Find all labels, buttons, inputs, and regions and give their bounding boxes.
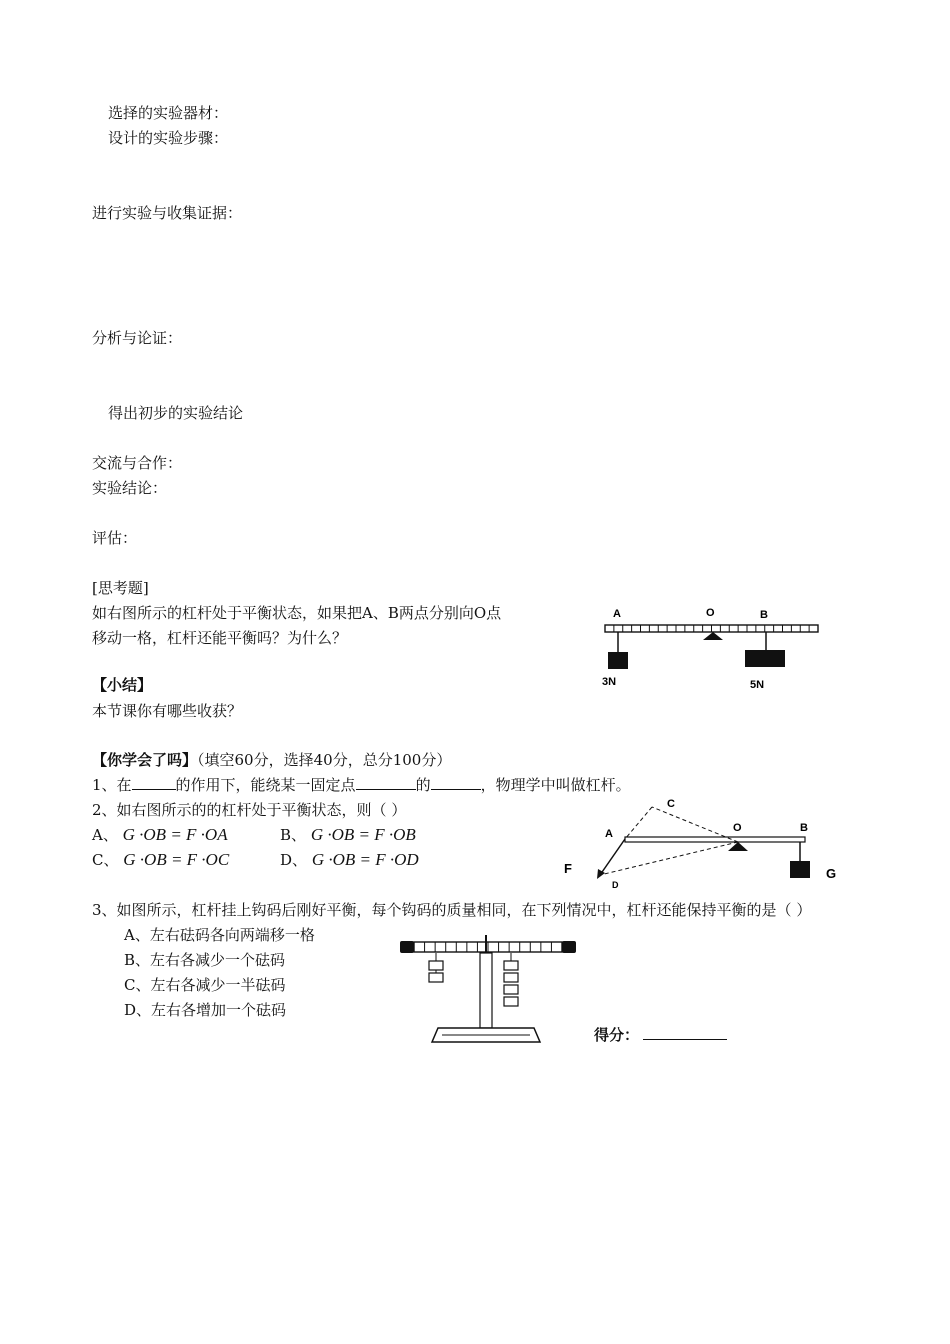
weight-right — [745, 650, 785, 667]
weight-right-3 — [504, 985, 518, 994]
option-letter: D、 — [280, 851, 308, 869]
end-knob-left — [400, 941, 414, 953]
q2-option-c[interactable] — [92, 850, 229, 870]
weight-right-1 — [504, 961, 518, 970]
weight-right-4 — [504, 997, 518, 1006]
label-c: C — [667, 798, 675, 810]
quiz-heading: 【你学会了吗】 — [92, 751, 198, 769]
q1-blank-2[interactable] — [356, 775, 416, 790]
weight-left-1 — [429, 961, 443, 970]
option-expr: G ·OB = F ·OD — [311, 850, 419, 869]
q3-option-c[interactable]: C、左右各减少一半砝码 — [124, 976, 286, 994]
q3-option-d[interactable]: D、左右各增加一个砝码 — [124, 1001, 287, 1019]
label-o: O — [733, 822, 742, 834]
option-expr: G ·OB = F ·OA — [122, 825, 228, 844]
q1-part-2: 的作用下，能绕某一固定点 — [175, 776, 356, 794]
equipment-label: 选择的实验器材： — [108, 104, 229, 122]
preliminary-conclusion-label: 得出初步的实验结论 — [108, 404, 244, 422]
weight-right-2 — [504, 973, 518, 982]
think-heading: [思考题] — [92, 579, 149, 597]
end-knob-right — [562, 941, 576, 953]
question-2-stem: 2、如右图所示的的杠杆处于平衡状态，则（ ） — [92, 801, 407, 819]
think-line-1: 如右图所示的杠杆处于平衡状态，如果把A、B两点分别向O点 — [92, 604, 502, 622]
evaluation-label: 评估： — [92, 529, 138, 547]
summary-heading: 【小结】 — [92, 676, 153, 694]
label-5n: 5N — [750, 679, 765, 691]
q1-part-1: 1、在 — [92, 776, 132, 794]
q1-part-3: 的 — [415, 776, 431, 794]
lever-stand-figure — [396, 930, 581, 1045]
q1-part-4: ，物理学中叫做杠杆。 — [480, 776, 631, 794]
label-g: G — [826, 866, 837, 881]
option-expr: G ·OB = F ·OC — [123, 850, 230, 869]
question-3-stem: 3、如图所示，杠杆挂上钩码后刚好平衡，每个钩码的质量相同，在下列情况中，杠杆还能保持平衡的是（ ） — [92, 901, 812, 919]
label-a: A — [605, 828, 613, 840]
q2-option-d[interactable] — [280, 850, 419, 870]
label-3n: 3N — [602, 676, 617, 688]
lever-bar — [625, 837, 805, 842]
score-line — [594, 1025, 727, 1045]
stand-pole — [480, 953, 492, 1028]
quiz-scoring: （填空60分，选择40分，总分100分） — [197, 751, 452, 769]
arm-dashed-od — [600, 842, 738, 875]
fulcrum-triangle — [703, 632, 723, 640]
arm-dashed-ac — [625, 807, 652, 839]
label-d: D — [612, 880, 619, 890]
score-label: 得分： — [594, 1026, 640, 1044]
weight-left — [608, 652, 628, 669]
q2-option-a[interactable] — [92, 825, 228, 845]
label-f: F — [564, 861, 572, 876]
label-o: O — [706, 607, 715, 619]
collect-evidence-label: 进行实验与收集证据： — [92, 204, 243, 222]
weight-left-2 — [429, 973, 443, 982]
think-line-2: 移动一格，杠杆还能平衡吗？为什么？ — [92, 629, 348, 647]
option-letter: C、 — [92, 851, 119, 869]
quiz-heading-line — [92, 750, 451, 770]
q1-blank-3[interactable] — [431, 775, 481, 790]
summary-question: 本节课你有哪些收获？ — [92, 702, 243, 720]
question-1 — [92, 775, 631, 795]
lever-ruler — [414, 942, 562, 952]
lever-figure-2 — [560, 795, 850, 895]
steps-label: 设计的实验步骤： — [108, 129, 229, 147]
analysis-label: 分析与论证： — [92, 329, 183, 347]
option-letter: B、 — [280, 826, 307, 844]
lever-ruler — [605, 625, 818, 632]
lever-figure-1 — [600, 600, 825, 695]
label-a: A — [613, 608, 621, 620]
conclusion-label: 实验结论： — [92, 479, 168, 497]
score-blank[interactable] — [643, 1025, 727, 1040]
label-b: B — [800, 822, 808, 834]
label-b: B — [760, 609, 768, 621]
option-letter: A、 — [92, 826, 118, 844]
q3-option-b[interactable]: B、左右各减少一个砝码 — [124, 951, 286, 969]
q2-option-b[interactable] — [280, 825, 416, 845]
exchange-label: 交流与合作： — [92, 454, 183, 472]
weight-g — [790, 861, 810, 878]
option-expr: G ·OB = F ·OB — [310, 825, 416, 844]
q3-option-a[interactable]: A、左右砝码各向两端移一格 — [124, 926, 315, 944]
q1-blank-1[interactable] — [132, 775, 176, 790]
